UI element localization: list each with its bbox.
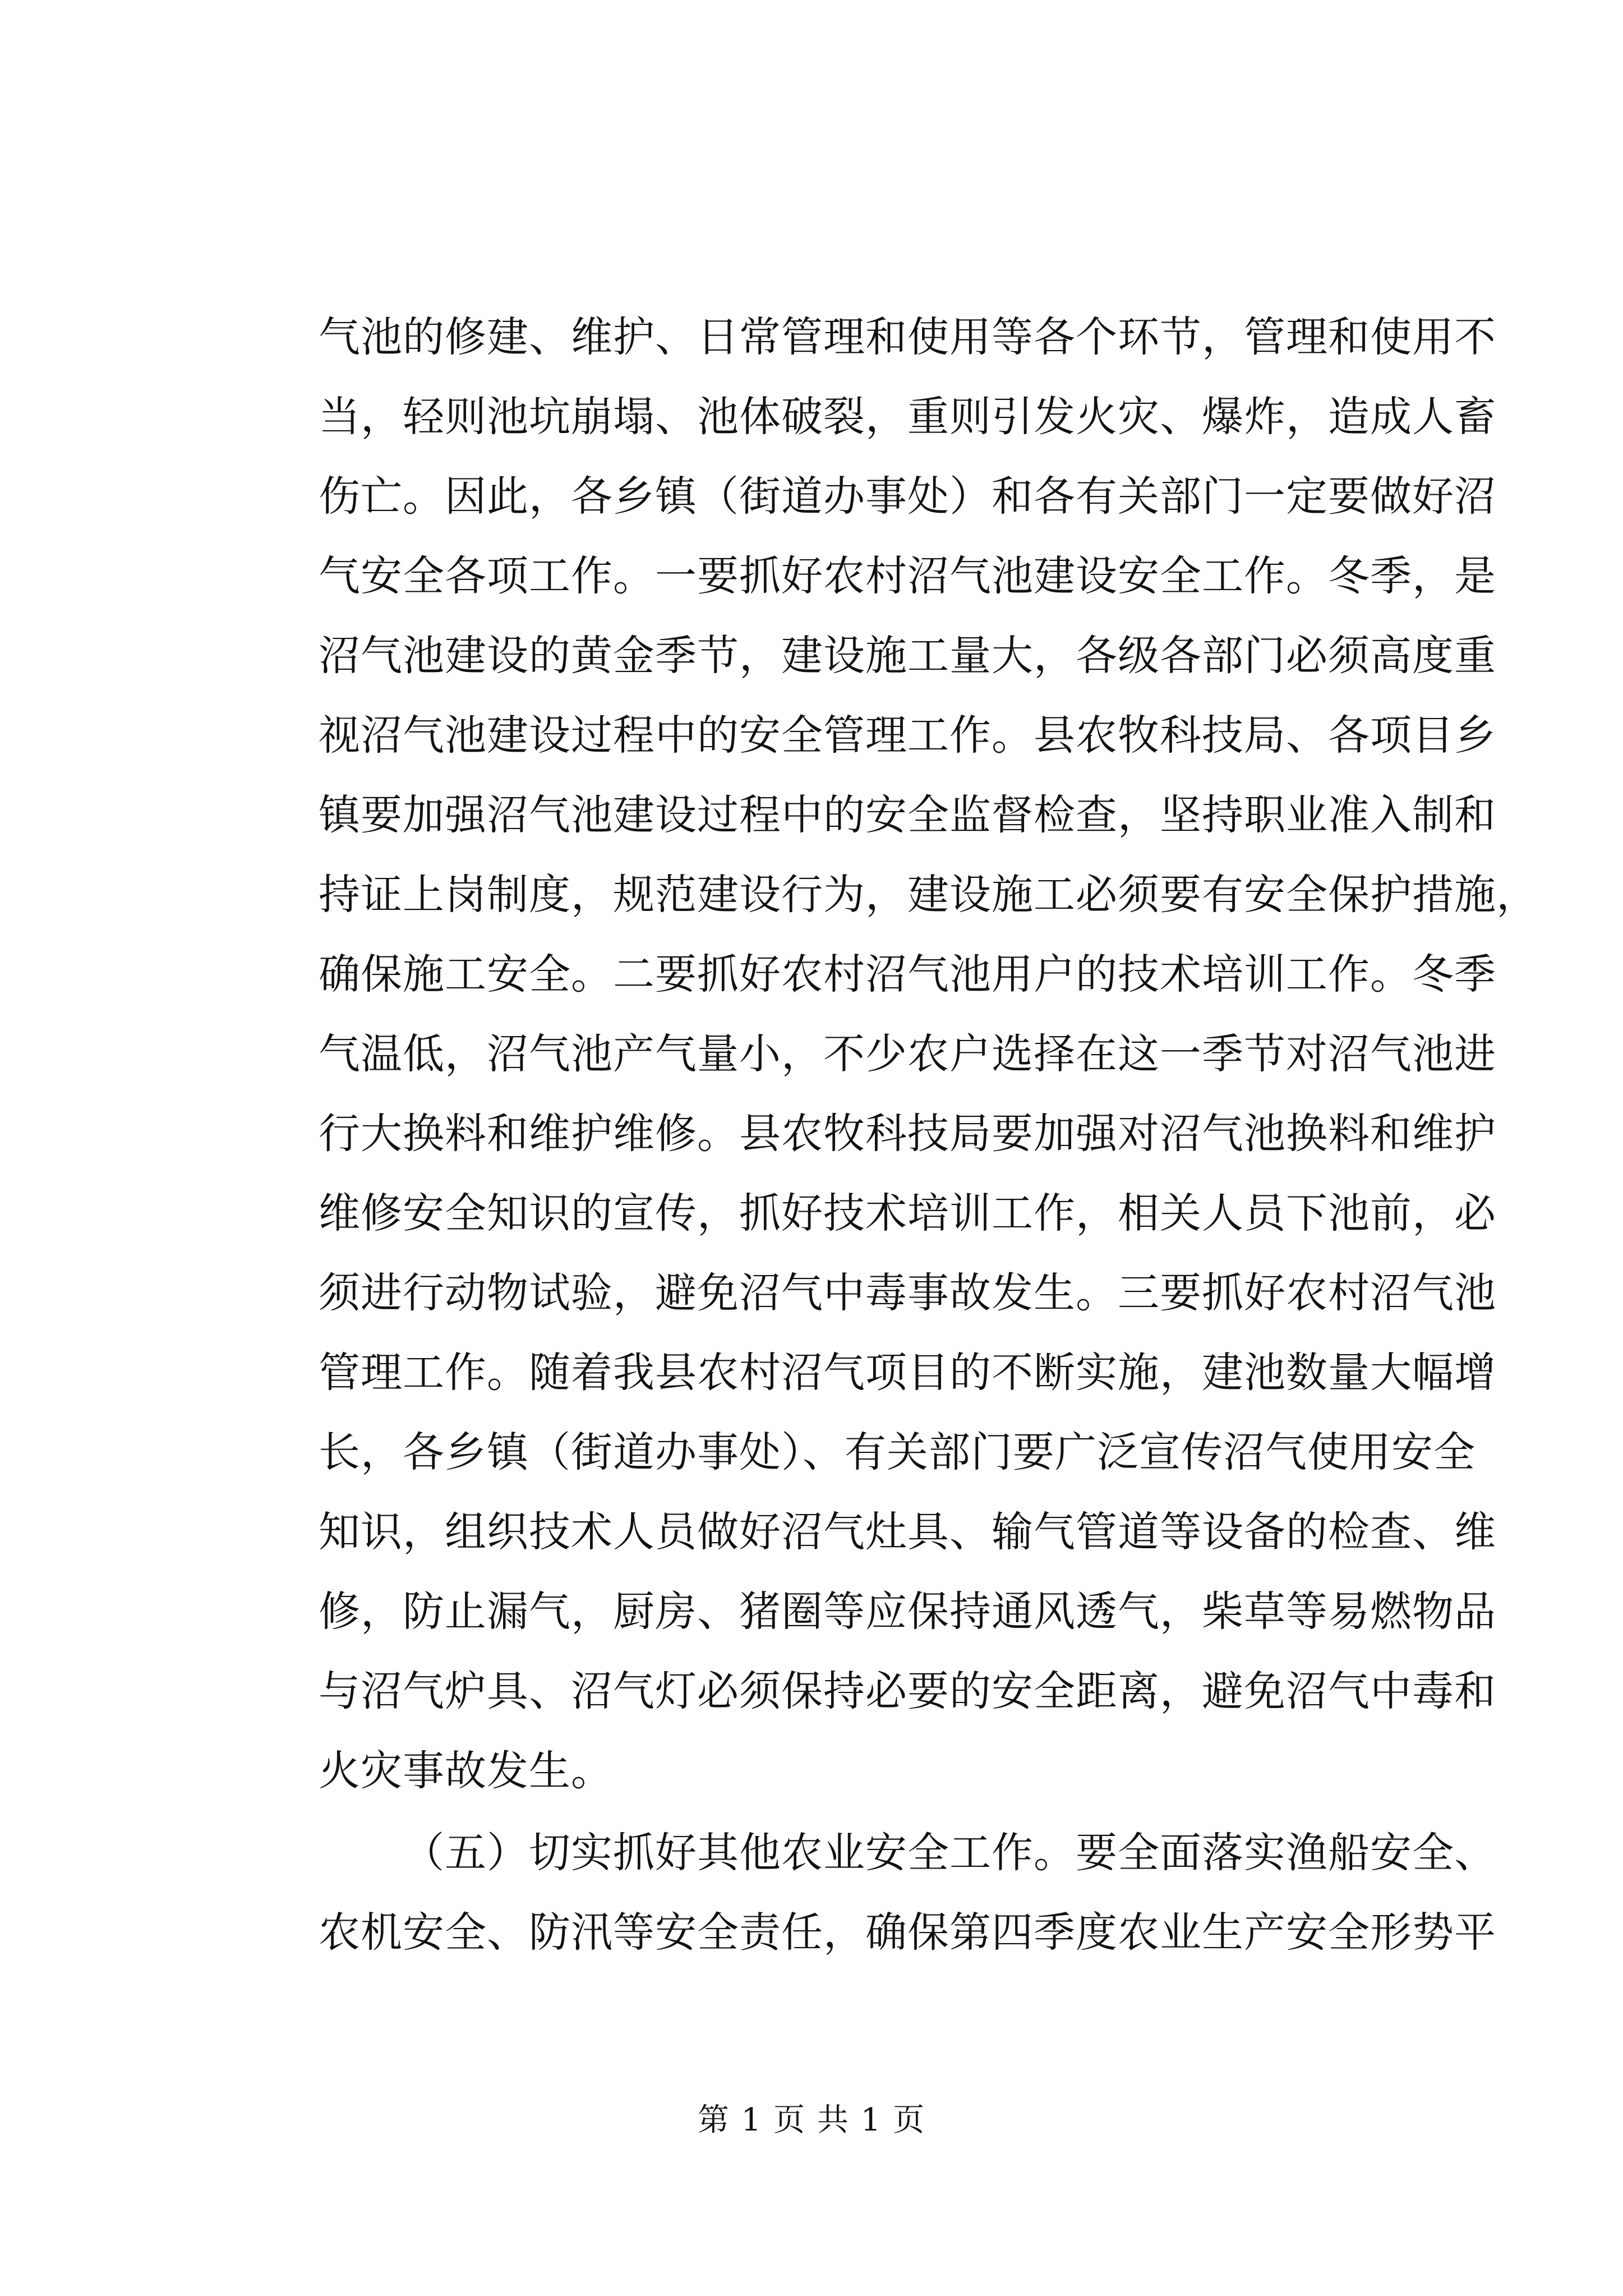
text-line: 与沼气炉具、沼气灯必须保持必要的安全距离，避免沼气中毒和 [319,1667,1496,1715]
text-line-indented: （五）切实抓好其他农业安全工作。要全面落实渔船安全、 [403,1829,1496,1877]
text-line: 确保施工安全。二要抓好农村沼气池用户的技术培训工作。冬季 [319,950,1496,999]
text-line: 火灾事故发生。 [319,1747,613,1795]
text-line: 气池的修建、维护、日常管理和使用等各个环节，管理和使用不 [319,313,1496,361]
text-line: 持证上岗制度，规范建设行为，建设施工必须要有安全保护措施， [319,871,1538,919]
text-line: 伤亡。因此，各乡镇（街道办事处）和各有关部门一定要做好沼 [319,472,1496,521]
text-line: 行大换料和维护维修。县农牧科技局要加强对沼气池换料和维护 [319,1110,1496,1158]
text-line: 长，各乡镇（街道办事处）、有关部门要广泛宣传沼气使用安全 [319,1428,1476,1476]
text-line: 视沼气池建设过程中的安全管理工作。县农牧科技局、各项目乡 [319,711,1496,760]
text-line: 沼气池建设的黄金季节，建设施工量大，各级各部门必须高度重 [319,632,1496,680]
text-line: 当，轻则池坑崩塌、池体破裂，重则引发火灾、爆炸，造成人畜 [319,393,1496,441]
text-line: 气温低，沼气池产气量小，不少农户选择在这一季节对沼气池进 [319,1030,1496,1078]
text-line: 修，防止漏气，厨房、猪圈等应保持通风透气，柴草等易燃物品 [319,1588,1496,1636]
text-line: 农机安全、防汛等安全责任，确保第四季度农业生产安全形势平 [319,1908,1496,1957]
document-body [319,297,1538,1972]
text-line: 镇要加强沼气池建设过程中的安全监督检查，坚持职业准入制和 [319,791,1496,839]
text-line: 气安全各项工作。一要抓好农村沼气池建设安全工作。冬季，是 [319,552,1496,600]
page-number-footer: 第 1 页 共 1 页 [697,2102,926,2138]
text-line: 维修安全知识的宣传，抓好技术培训工作，相关人员下池前，必 [319,1189,1496,1237]
text-line: 知识，组织技术人员做好沼气灶具、输气管道等设备的检查、维 [319,1508,1496,1556]
text-line: 须进行动物试验，避免沼气中毒事故发生。三要抓好农村沼气池 [319,1269,1496,1317]
text-line: 管理工作。随着我县农村沼气项目的不断实施，建池数量大幅增 [319,1349,1496,1397]
